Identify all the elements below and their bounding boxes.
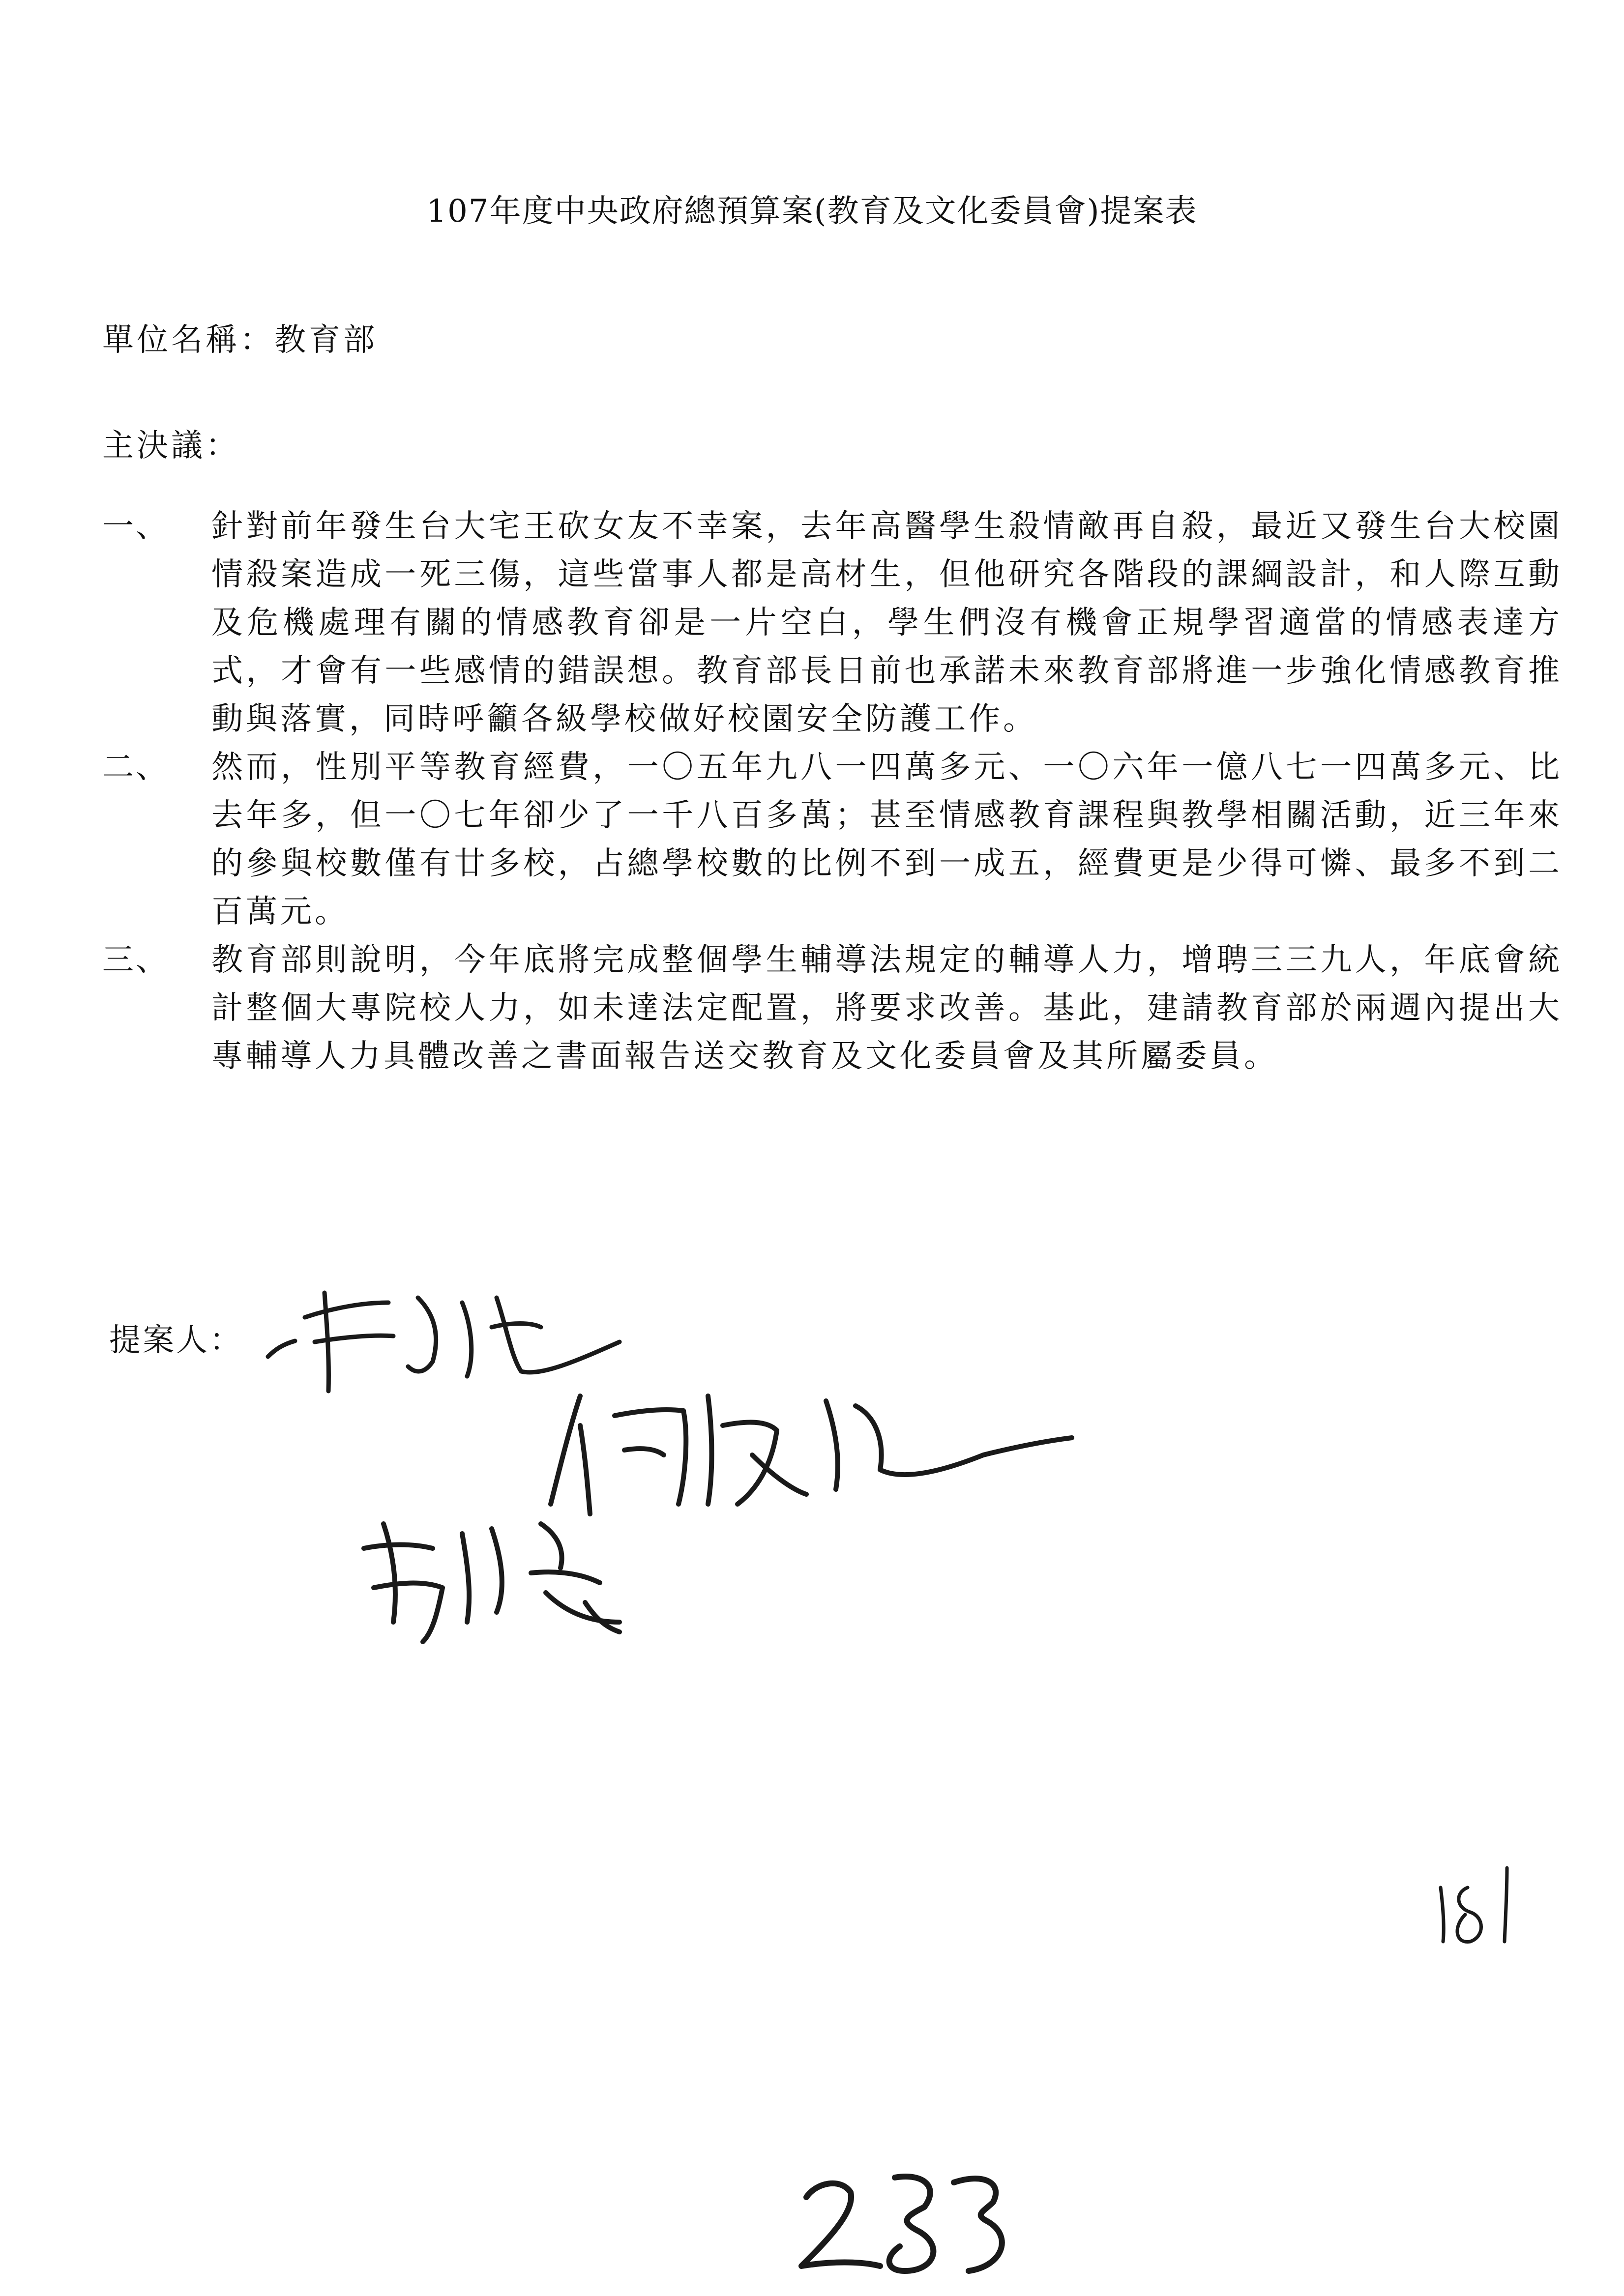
signature-1 [268,1293,620,1391]
item-number: 二、 [102,749,169,785]
item-number: 一、 [102,508,169,545]
resolution-item [102,743,1563,936]
resolution-item [102,502,1563,743]
item-text: 然而，性別平等教育經費，一〇五年九八一四萬多元、一〇六年一億八七一四萬多元、比去年多，但一〇七年卻少了一千八百多萬；甚至情感教育課程與教學相關活動，近三年來的參與校數僅有廿多校，占總學校數的比例不到一成五，經費更是少得可憐、最多不到二百萬元。 [211,749,1563,930]
resolution-items [102,502,1563,1080]
item-number: 三、 [102,942,169,978]
unit-name-line: 單位名稱：教育部 [102,322,378,358]
handwritten-corner-number [1441,1868,1507,1942]
handwritten-page-number [801,2177,1002,2271]
signature-3 [364,1524,620,1642]
resolution-item [102,936,1563,1080]
document-title: 107年度中央政府總預算案(教育及文化委員會)提案表 [426,193,1198,230]
proposer-label: 提案人： [109,1322,243,1359]
signature-2 [551,1396,1072,1514]
item-text: 針對前年發生台大宅王砍女友不幸案，去年高醫學生殺情敵再自殺，最近又發生台大校園情殺案造成一死三傷，這些當事人都是高材生，但他研究各階段的課綱設計，和人際互動及危機處理有關的情感教育卻是一片空白，學生們沒有機會正規學習適當的情感表達方式，才會有一些感情的錯誤想。教育部長日前也承諾未來教育部將進一步強化情感教育推動與落實，同時呼籲各級學校做好校園安全防護工作。 [211,508,1563,737]
resolution-heading: 主決議： [102,428,240,464]
item-text: 教育部則說明，今年底將完成整個學生輔導法規定的輔導人力，增聘三三九人，年底會統計整個大專院校人力，如未達法定配置，將要求改善。基此，建請教育部於兩週內提出大專輔導人力具體改善之書面報告送交教育及文化委員會及其所屬委員。 [211,942,1563,1075]
